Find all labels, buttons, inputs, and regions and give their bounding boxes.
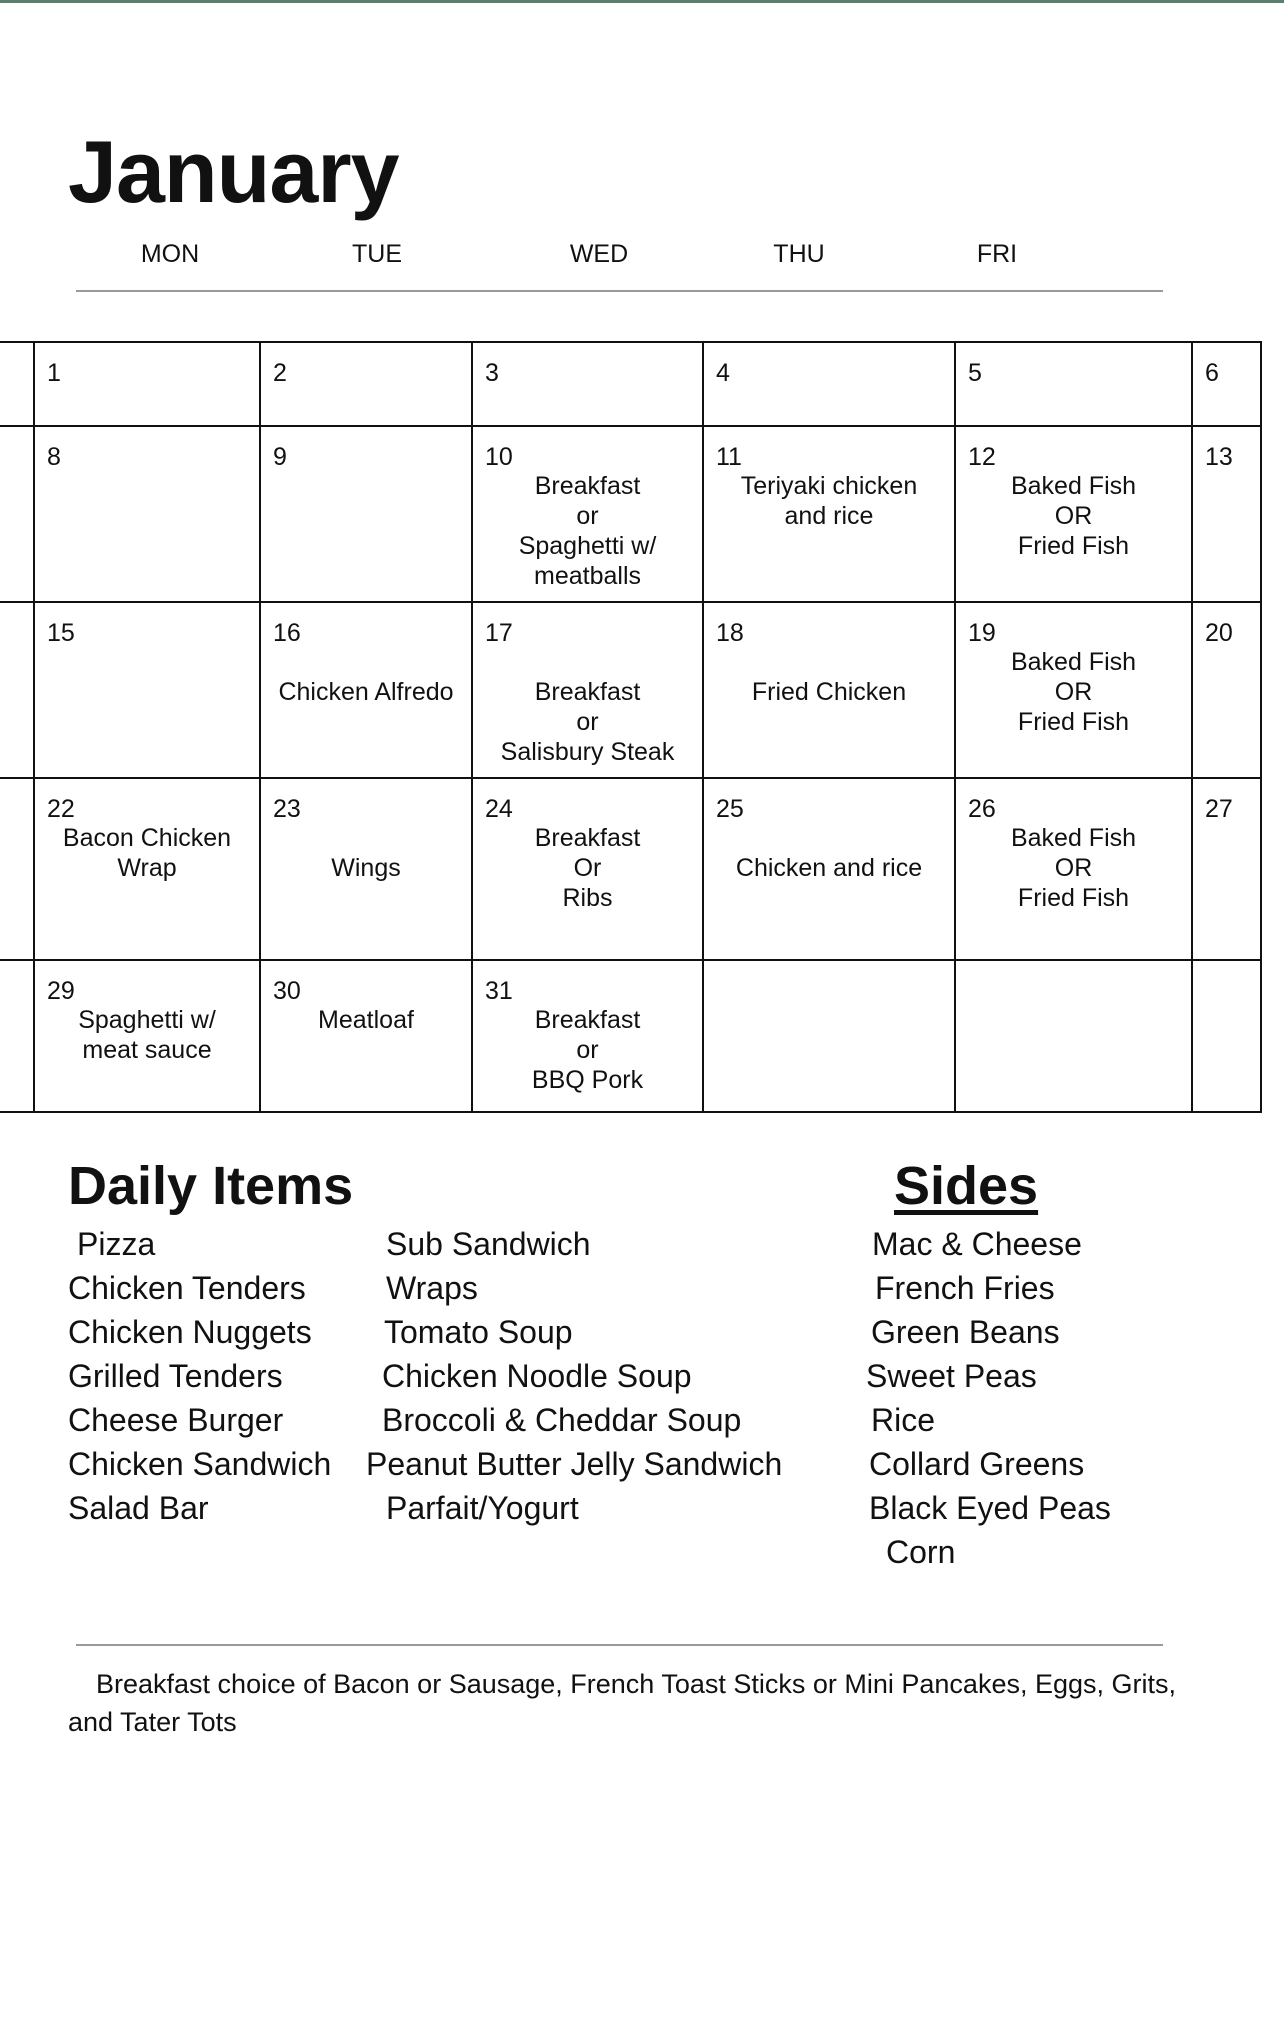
- cell-menu: Wings: [331, 854, 401, 882]
- header-divider: [76, 290, 1163, 292]
- cell-menu: Baked Fish OR Fried Fish: [1010, 824, 1137, 912]
- cell-date: 5: [968, 359, 982, 387]
- list-item: Parfait/Yogurt: [386, 1490, 579, 1526]
- cell-menu: Chicken and rice: [735, 854, 923, 882]
- calendar-cell: [35, 427, 259, 601]
- cell-date: 22: [47, 795, 75, 823]
- cell-date: 20: [1205, 619, 1233, 647]
- list-item: Corn: [886, 1534, 956, 1570]
- calendar-cell: [1193, 779, 1260, 959]
- calendar-cell: [1193, 427, 1260, 601]
- cell-date: 8: [47, 443, 61, 471]
- cell-date: 27: [1205, 795, 1233, 823]
- list-item: French Fries: [875, 1270, 1055, 1306]
- list-item: Chicken Tenders: [68, 1270, 306, 1306]
- cell-menu: Fried Chicken: [751, 678, 907, 706]
- calendar-cell: [1193, 961, 1260, 1111]
- cell-menu: Chicken Alfredo: [278, 678, 454, 706]
- calendar-cell: [473, 961, 702, 1111]
- cell-menu: Breakfast Or Ribs: [534, 824, 641, 912]
- cell-menu: Spaghetti w/ meat sauce: [78, 1006, 216, 1064]
- cell-date: 12: [968, 443, 996, 471]
- sides-list: [864, 1222, 1111, 1574]
- calendar-cell: [35, 603, 259, 777]
- calendar-cell: [956, 427, 1191, 601]
- list-item: Cheese Burger: [68, 1402, 284, 1438]
- cell-date: 16: [273, 619, 301, 647]
- cell-date: 24: [485, 795, 513, 823]
- month-title: January: [68, 122, 399, 221]
- calendar-cell: [956, 343, 1191, 425]
- calendar-cell: [261, 427, 471, 601]
- daily-items-column-1: [68, 1222, 331, 1530]
- list-item: Black Eyed Peas: [869, 1490, 1111, 1526]
- cell-menu: Breakfast or Spaghetti w/ meatballs: [518, 472, 657, 590]
- cell-menu: Baked Fish OR Fried Fish: [1010, 472, 1137, 560]
- list-item: Broccoli & Cheddar Soup: [382, 1402, 742, 1438]
- calendar-cell: [473, 779, 702, 959]
- list-item: Chicken Noodle Soup: [382, 1358, 692, 1394]
- cell-date: 1: [47, 359, 61, 387]
- daily-items-column-2: [366, 1222, 782, 1530]
- cell-date: 26: [968, 795, 996, 823]
- sides-title: Sides: [894, 1156, 1039, 1216]
- calendar-cell: [261, 961, 471, 1111]
- cell-menu: Teriyaki chicken and rice: [740, 472, 918, 530]
- footer-divider: [76, 1644, 1163, 1646]
- calendar-cell: [473, 603, 702, 777]
- list-item: Wraps: [386, 1270, 478, 1306]
- calendar-cell: [956, 779, 1191, 959]
- calendar-cell: [473, 427, 702, 601]
- cell-menu: Baked Fish OR Fried Fish: [1010, 648, 1137, 736]
- cell-menu: Breakfast or BBQ Pork: [531, 1006, 644, 1094]
- weekday-thu: THU: [773, 240, 825, 268]
- calendar-cell: [704, 343, 954, 425]
- list-item: Chicken Nuggets: [68, 1314, 312, 1350]
- list-item: Pizza: [77, 1226, 156, 1262]
- list-item: Sweet Peas: [866, 1358, 1037, 1394]
- calendar-cell: [35, 343, 259, 425]
- list-item: Sub Sandwich: [386, 1226, 591, 1262]
- list-item: Collard Greens: [869, 1446, 1085, 1482]
- list-item: Grilled Tenders: [68, 1358, 283, 1394]
- list-item: Mac & Cheese: [872, 1226, 1082, 1262]
- list-item: Peanut Butter Jelly Sandwich: [366, 1446, 783, 1482]
- cell-date: 11: [716, 443, 742, 471]
- calendar-cell: [261, 779, 471, 959]
- calendar-cell: [261, 603, 471, 777]
- cell-date: 2: [273, 359, 287, 387]
- cell-date: 13: [1205, 443, 1233, 471]
- cell-date: 17: [485, 619, 513, 647]
- calendar-cell: [704, 427, 954, 601]
- daily-items-title: Daily Items: [68, 1156, 354, 1216]
- cell-date: 30: [273, 977, 301, 1005]
- calendar-cell: [473, 343, 702, 425]
- cell-date: 3: [485, 359, 499, 387]
- calendar-cell: [1193, 343, 1260, 425]
- calendar-cell: [956, 961, 1191, 1111]
- cell-date: 29: [47, 977, 75, 1005]
- top-accent-line: [0, 0, 1284, 3]
- weekday-wed: WED: [569, 240, 629, 268]
- calendar-cell: [704, 961, 954, 1111]
- cell-menu: Breakfast or Salisbury Steak: [500, 678, 675, 766]
- list-item: Rice: [871, 1402, 936, 1438]
- list-item: Chicken Sandwich: [68, 1446, 332, 1482]
- list-item: Green Beans: [871, 1314, 1060, 1350]
- cell-date: 19: [968, 619, 996, 647]
- cell-date: 31: [485, 977, 513, 1005]
- list-item: Salad Bar: [68, 1490, 209, 1526]
- calendar-cell: [956, 603, 1191, 777]
- cell-menu: Meatloaf: [318, 1006, 414, 1034]
- breakfast-footnote: [68, 1665, 1178, 1741]
- cell-date: 25: [716, 795, 744, 823]
- list-item: Tomato Soup: [384, 1314, 573, 1350]
- weekday-fri: FRI: [976, 240, 1018, 268]
- cell-menu: Bacon Chicken Wrap: [62, 824, 232, 882]
- cell-date: 18: [716, 619, 744, 647]
- calendar-cell: [35, 779, 259, 959]
- calendar-cell: [704, 779, 954, 959]
- cell-date: 15: [47, 619, 75, 647]
- cell-date: 4: [716, 359, 730, 387]
- weekday-tue: TUE: [352, 240, 402, 268]
- calendar-cell: [261, 343, 471, 425]
- cell-date: 10: [485, 443, 513, 471]
- calendar-cell: [1193, 603, 1260, 777]
- calendar-cell: [35, 961, 259, 1111]
- weekday-mon: MON: [140, 240, 200, 268]
- calendar-cell: [704, 603, 954, 777]
- cell-date: 23: [273, 795, 301, 823]
- footnote-text: Breakfast choice of Bacon or Sausage, French Toast Sticks or Mini Pancakes, Eggs, Grits, and Tater Tots: [68, 1669, 1176, 1737]
- cell-date: 6: [1205, 359, 1219, 387]
- cell-date: 9: [273, 443, 287, 471]
